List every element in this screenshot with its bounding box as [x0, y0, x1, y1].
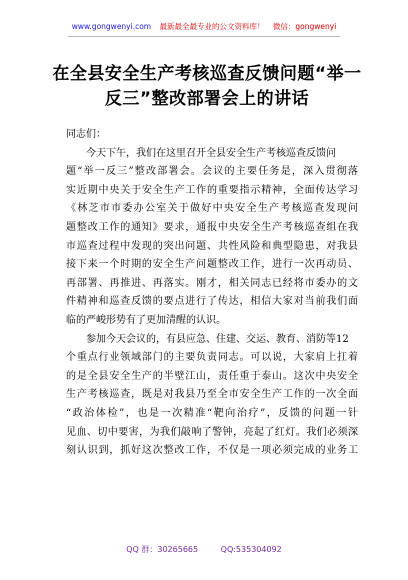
page-header — [0, 22, 408, 32]
paragraph-2-line: 参加今天会议的，有县应急、住建、交运、教育、消防等12 — [66, 333, 349, 345]
header-slogan: 最新最全最专业的公文资料库！ — [159, 22, 265, 31]
title-line-1: 在全县安全生产考核巡查反馈问题“举一 — [52, 64, 362, 84]
paragraph-1-line: 临的严峻形势有了更加清醒的认识。 — [66, 314, 226, 326]
paragraph-1-line: 件精神和巡查反馈的要点进行了传达，相信大家对当前我们面 — [66, 296, 358, 308]
document-body — [66, 126, 358, 461]
paragraph-1-line: 《林芝市市委办公室关于做好中央安全生产考核巡查发现问 — [66, 203, 358, 215]
paragraph-2-line: 个重点行业领域部门的主要负责同志。可以说，大家肩上扛着 — [66, 352, 358, 364]
paragraph-1-line: 再部署、再推进、再落实。刚才，相关同志已经将市委办的文 — [66, 277, 358, 289]
greeting: 同志们： — [66, 129, 106, 140]
paragraph-2-line: 的是全县安全生产的半壁江山，责任重于泰山。这次中央安全 — [66, 370, 358, 382]
header-site-link[interactable]: www.gongwenyi.com — [71, 22, 152, 31]
header-wechat: 微信：gongwenyi — [272, 22, 337, 31]
paragraph-1-line: 实近期中央关于安全生产工作的重要指示精神，全面传达学习 — [66, 184, 358, 196]
document-title — [52, 62, 362, 112]
paragraph-1-line: 今天下午，我们在这里召开全县安全生产考核巡查反馈问 — [66, 147, 336, 159]
paragraph-1-line: 题“举一反三”整改部署会。会议的主要任务是，深入贯彻落 — [66, 166, 358, 178]
paragraph-1-line: 市巡查过程中发现的突出问题、共性风险和典型隐患，对我县 — [66, 240, 358, 252]
paragraph-2-line: “政治体检”，也是一次精准“靶向治疗”，反馈的问题一针 — [66, 407, 358, 419]
paragraph-1-line: 题整改工作的通知》要求，通报中央安全生产考核巡查组在我 — [66, 221, 358, 233]
paragraph-2-line: 生产考核巡查，既是对我县乃至全市安全生产工作的一次全面 — [66, 389, 358, 401]
footer-qq-group: QQ 群：30265665 — [126, 545, 199, 554]
header-divider — [68, 36, 340, 37]
paragraph-1-line: 接下来一个时期的安全生产问题整改工作，进行一次再动员、 — [66, 259, 358, 271]
paragraph-2-line: 刻认识到，抓好这次整改工作，不仅是一项必须完成的业务工 — [66, 445, 358, 457]
page-footer — [0, 545, 408, 555]
title-line-2: 反三”整改部署会上的讲话 — [104, 89, 310, 109]
footer-qq-number: QQ:535304092 — [220, 545, 282, 554]
paragraph-2-line: 见血、切中要害，为我们敲响了警钟，亮起了红灯。我们必须深 — [66, 426, 358, 438]
